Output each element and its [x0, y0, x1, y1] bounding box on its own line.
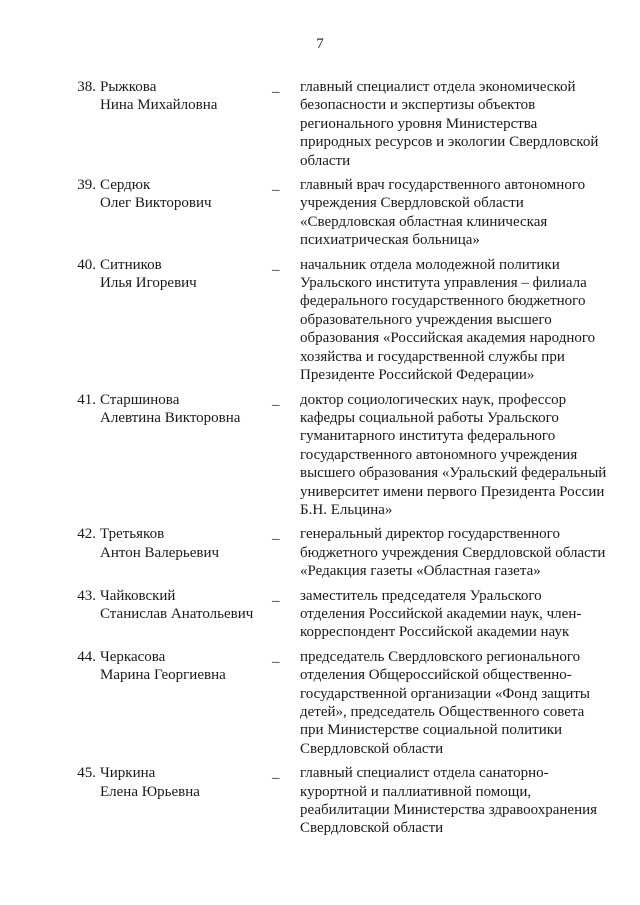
entry-dash: _ [272, 765, 280, 782]
entry-dash: _ [272, 79, 280, 95]
description-line: психиатрическая больница» [300, 232, 480, 249]
entry-number: 41. [77, 391, 96, 408]
description-line: Уральского института управления – филиала [300, 275, 587, 292]
description-line: доктор социологических наук, профессор [300, 391, 567, 408]
entry-surname: Чиркина [100, 765, 156, 782]
description-line: безопасности и экспертизы объектов [300, 97, 536, 114]
list-item [0, 587, 640, 642]
description-line: гуманитарного института федерального [300, 428, 556, 445]
entry-given-names: Олег Викторович [100, 195, 212, 212]
entry-dash: _ [272, 391, 280, 408]
entry-given-names: Илья Игоревич [100, 275, 197, 292]
description-line: курортной и паллиативной помощи, [300, 783, 532, 800]
list-item [0, 648, 640, 758]
entry-number: 45. [77, 765, 96, 782]
entry-given-names: Алевтина Викторовна [100, 409, 241, 426]
description-line: регионального уровня Министерства [300, 115, 538, 132]
entry-surname: Старшинова [100, 391, 180, 408]
entry-surname: Черкасова [100, 648, 166, 665]
description-line: Свердловской области [300, 820, 444, 837]
entry-person-name [100, 256, 272, 293]
description-line: высшего образования «Уральский федеральный [300, 465, 607, 482]
list-item [0, 256, 640, 385]
description-line: председатель Свердловского регионального [300, 648, 581, 665]
entry-description [300, 78, 620, 170]
entry-number: 40. [77, 256, 96, 273]
description-line: генеральный директор государственного [300, 526, 560, 543]
description-line: образовательного учреждения высшего [300, 311, 552, 328]
description-line: кафедры социальной работы Уральского [300, 409, 559, 426]
description-line: отделения Общероссийской общественно- [300, 667, 572, 684]
description-line: Президенте Российской Федерации» [300, 367, 535, 384]
entry-given-names: Нина Михайловна [100, 97, 218, 114]
entry-dash: _ [272, 177, 280, 194]
list-item [0, 525, 640, 580]
entry-description [300, 525, 620, 580]
entry-description [300, 587, 620, 642]
entry-given-names: Антон Валерьевич [100, 544, 220, 561]
description-line: начальник отдела молодежной политики [300, 256, 560, 273]
description-line: реабилитации Министерства здравоохранения [300, 802, 598, 819]
entry-person-name [100, 78, 272, 115]
entry-description [300, 256, 620, 385]
description-line: бюджетного учреждения Свердловской области [300, 544, 606, 561]
entry-number: 38. [77, 79, 96, 95]
entry-surname: Третьяков [100, 526, 165, 543]
entry-given-names: Станислав Анатольевич [100, 605, 254, 622]
entry-dash: _ [272, 648, 280, 665]
entry-given-names: Марина Георгиевна [100, 667, 226, 684]
entry-dash: _ [272, 587, 280, 604]
list-item [0, 78, 640, 170]
description-line: детей», председатель Общественного совета [300, 704, 585, 720]
description-line: образования «Российская академия народного [300, 330, 596, 347]
entry-dash: _ [272, 256, 280, 273]
entry-description [300, 391, 620, 520]
description-line: главный специалист отдела санаторно- [300, 765, 549, 782]
entry-description [300, 176, 620, 250]
description-line: хозяйства и государственной службы при [300, 348, 565, 365]
page-number: 7 [316, 36, 324, 52]
entry-surname: Ситников [100, 256, 162, 273]
entry-number: 44. [77, 648, 96, 665]
description-line: «Редакция газеты «Областная газета» [300, 563, 541, 580]
list-item [0, 176, 640, 250]
description-line: учреждения Свердловской области [300, 195, 524, 212]
entry-number: 43. [77, 587, 96, 604]
list-item [0, 764, 640, 838]
member-list [0, 78, 640, 837]
description-line: «Свердловская областная клиническая [300, 213, 548, 230]
entry-person-name [100, 391, 272, 428]
entry-surname: Рыжкова [100, 79, 157, 95]
description-line: отделения Российской академии наук, член- [300, 605, 582, 622]
entry-person-name [100, 525, 272, 562]
entry-dash: _ [272, 526, 280, 543]
entry-surname: Чайковский [100, 587, 176, 604]
entry-person-name [100, 587, 272, 624]
description-line: корреспондент Российской академии наук [300, 624, 570, 641]
description-line: Свердловской области [300, 740, 444, 757]
entry-description [300, 648, 620, 758]
entry-number: 42. [77, 526, 96, 543]
entry-surname: Сердюк [100, 177, 151, 194]
description-line: Б.Н. Ельцина» [300, 501, 393, 518]
entry-person-name [100, 764, 272, 801]
entry-person-name [100, 176, 272, 213]
description-line: при Министерстве социальной политики [300, 722, 563, 739]
description-line: главный специалист отдела экономической [300, 79, 576, 95]
entry-description [300, 764, 620, 838]
description-line: государственного автономного учреждения [300, 446, 578, 463]
list-item [0, 391, 640, 520]
entry-person-name [100, 648, 272, 685]
description-line: заместитель председателя Уральского [300, 587, 542, 604]
description-line: главный врач государственного автономного [300, 177, 586, 194]
description-line: федерального государственного бюджетного [300, 293, 586, 310]
description-line: университет имени первого Президента России [300, 483, 605, 500]
description-line: области [300, 152, 351, 169]
description-line: государственной организации «Фонд защиты [300, 685, 590, 702]
description-line: природных ресурсов и экологии Свердловской [300, 134, 599, 151]
entry-number: 39. [77, 177, 96, 194]
entry-given-names: Елена Юрьевна [100, 783, 200, 800]
